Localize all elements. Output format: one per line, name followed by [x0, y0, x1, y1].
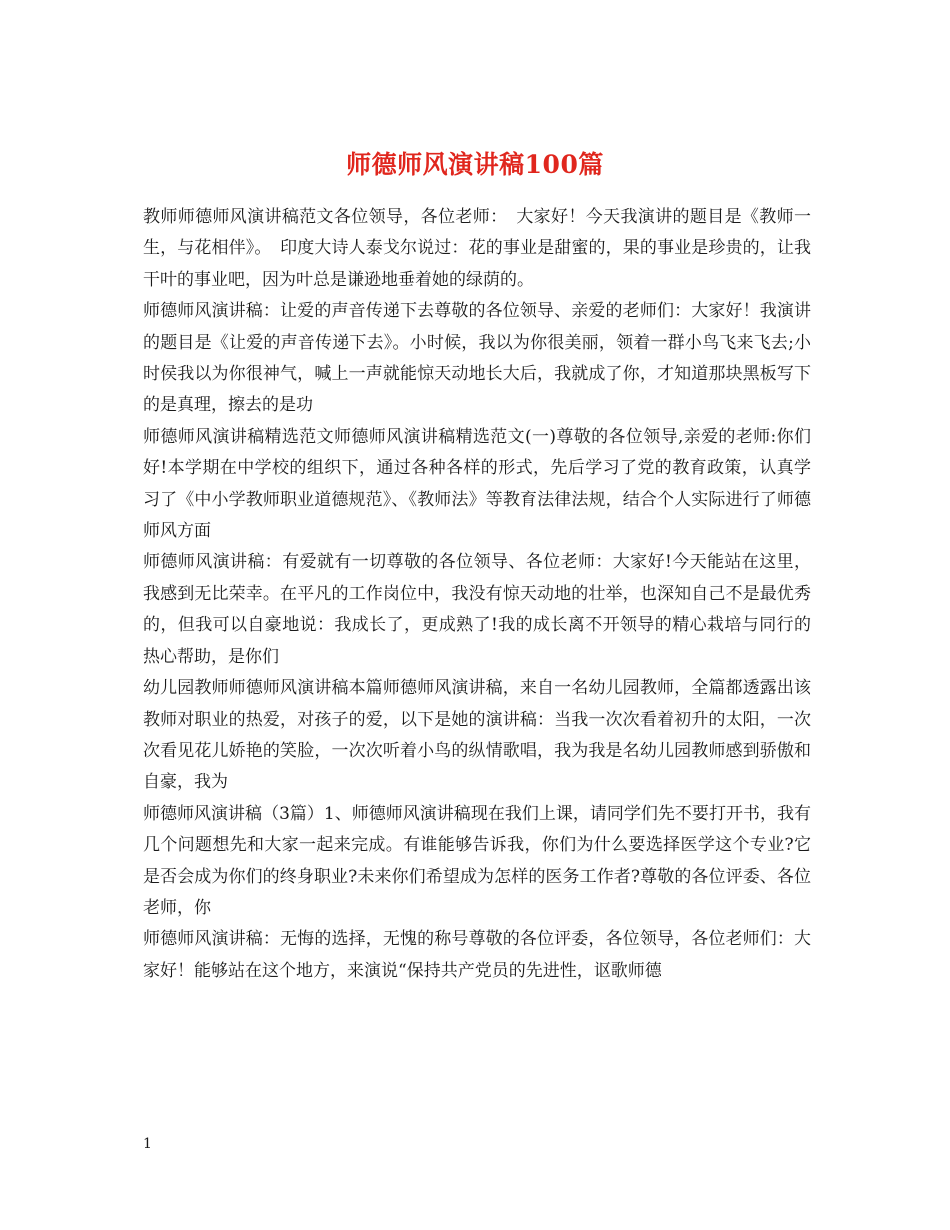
paragraph-5: 幼儿园教师师德师风演讲稿本篇师德师风演讲稿，来自一名幼儿园教师，全篇都透露出该教师对职业的热爱，对孩子的爱，以下是她的演讲稿：当我一次次看着初升的太阳，一次次看见花儿娇艳的笑脸，一次次听着小鸟的纵情歌唱，我为我是名幼儿园教师感到骄傲和自豪，我为 [143, 678, 811, 793]
paragraph-2: 师德师风演讲稿：让爱的声音传递下去尊敬的各位领导、亲爱的老师们：大家好！我演讲的题目是《让爱的声音传递下去》。小时候，我以为你很美丽，领着一群小鸟飞来飞去;小时侯我以为你很神气，喊上一声就能惊天动地长大后，我就成了你，才知道那块黑板写下的是真理，擦去的是功 [143, 301, 811, 416]
page-title: 师德师风演讲稿100篇 [346, 149, 604, 179]
paragraph-6: 师德师风演讲稿（3篇）1、师德师风演讲稿现在我们上课，请同学们先不要打开书，我有几个问题想先和大家一起来完成。有谁能够告诉我，你们为什么要选择医学这个专业?它是否会成为你们的终身职业?未来你们希望成为怎样的医务工作者?尊敬的各位评委、各位老师，你 [143, 803, 811, 918]
document-body [143, 202, 811, 987]
paragraph-4: 师德师风演讲稿：有爱就有一切尊敬的各位领导、各位老师：大家好!今天能站在这里，我感到无比荣幸。在平凡的工作岗位中，我没有惊天动地的壮举，也深知自己不是最优秀的，但我可以自豪地说：我成长了，更成熟了!我的成长离不开领导的精心栽培与同行的热心帮助，是你们 [143, 552, 811, 667]
paragraph-1: 教师师德师风演讲稿范文各位领导，各位老师： 大家好！今天我演讲的题目是《教师一生，与花相伴》。 印度大诗人泰戈尔说过：花的事业是甜蜜的，果的事业是珍贵的，让我干叶的事业吧，因为叶总是谦逊地垂着她的绿荫的。 [143, 207, 811, 290]
paragraph-3: 师德师风演讲稿精选范文师德师风演讲稿精选范文(一)尊敬的各位领导,亲爱的老师:你们好!本学期在中学校的组织下，通过各种各样的形式，先后学习了党的教育政策，认真学习了《中小学教师职业道德规范》、《教师法》等教育法律法规，结合个人实际进行了师德师风方面 [143, 426, 811, 542]
paragraph-7: 师德师风演讲稿：无悔的选择，无愧的称号尊敬的各位评委，各位领导，各位老师们：大家好！能够站在这个地方，来演说“保持共产党员的先进性，讴歌师德 [143, 929, 811, 981]
page-number: 1 [143, 1136, 152, 1152]
